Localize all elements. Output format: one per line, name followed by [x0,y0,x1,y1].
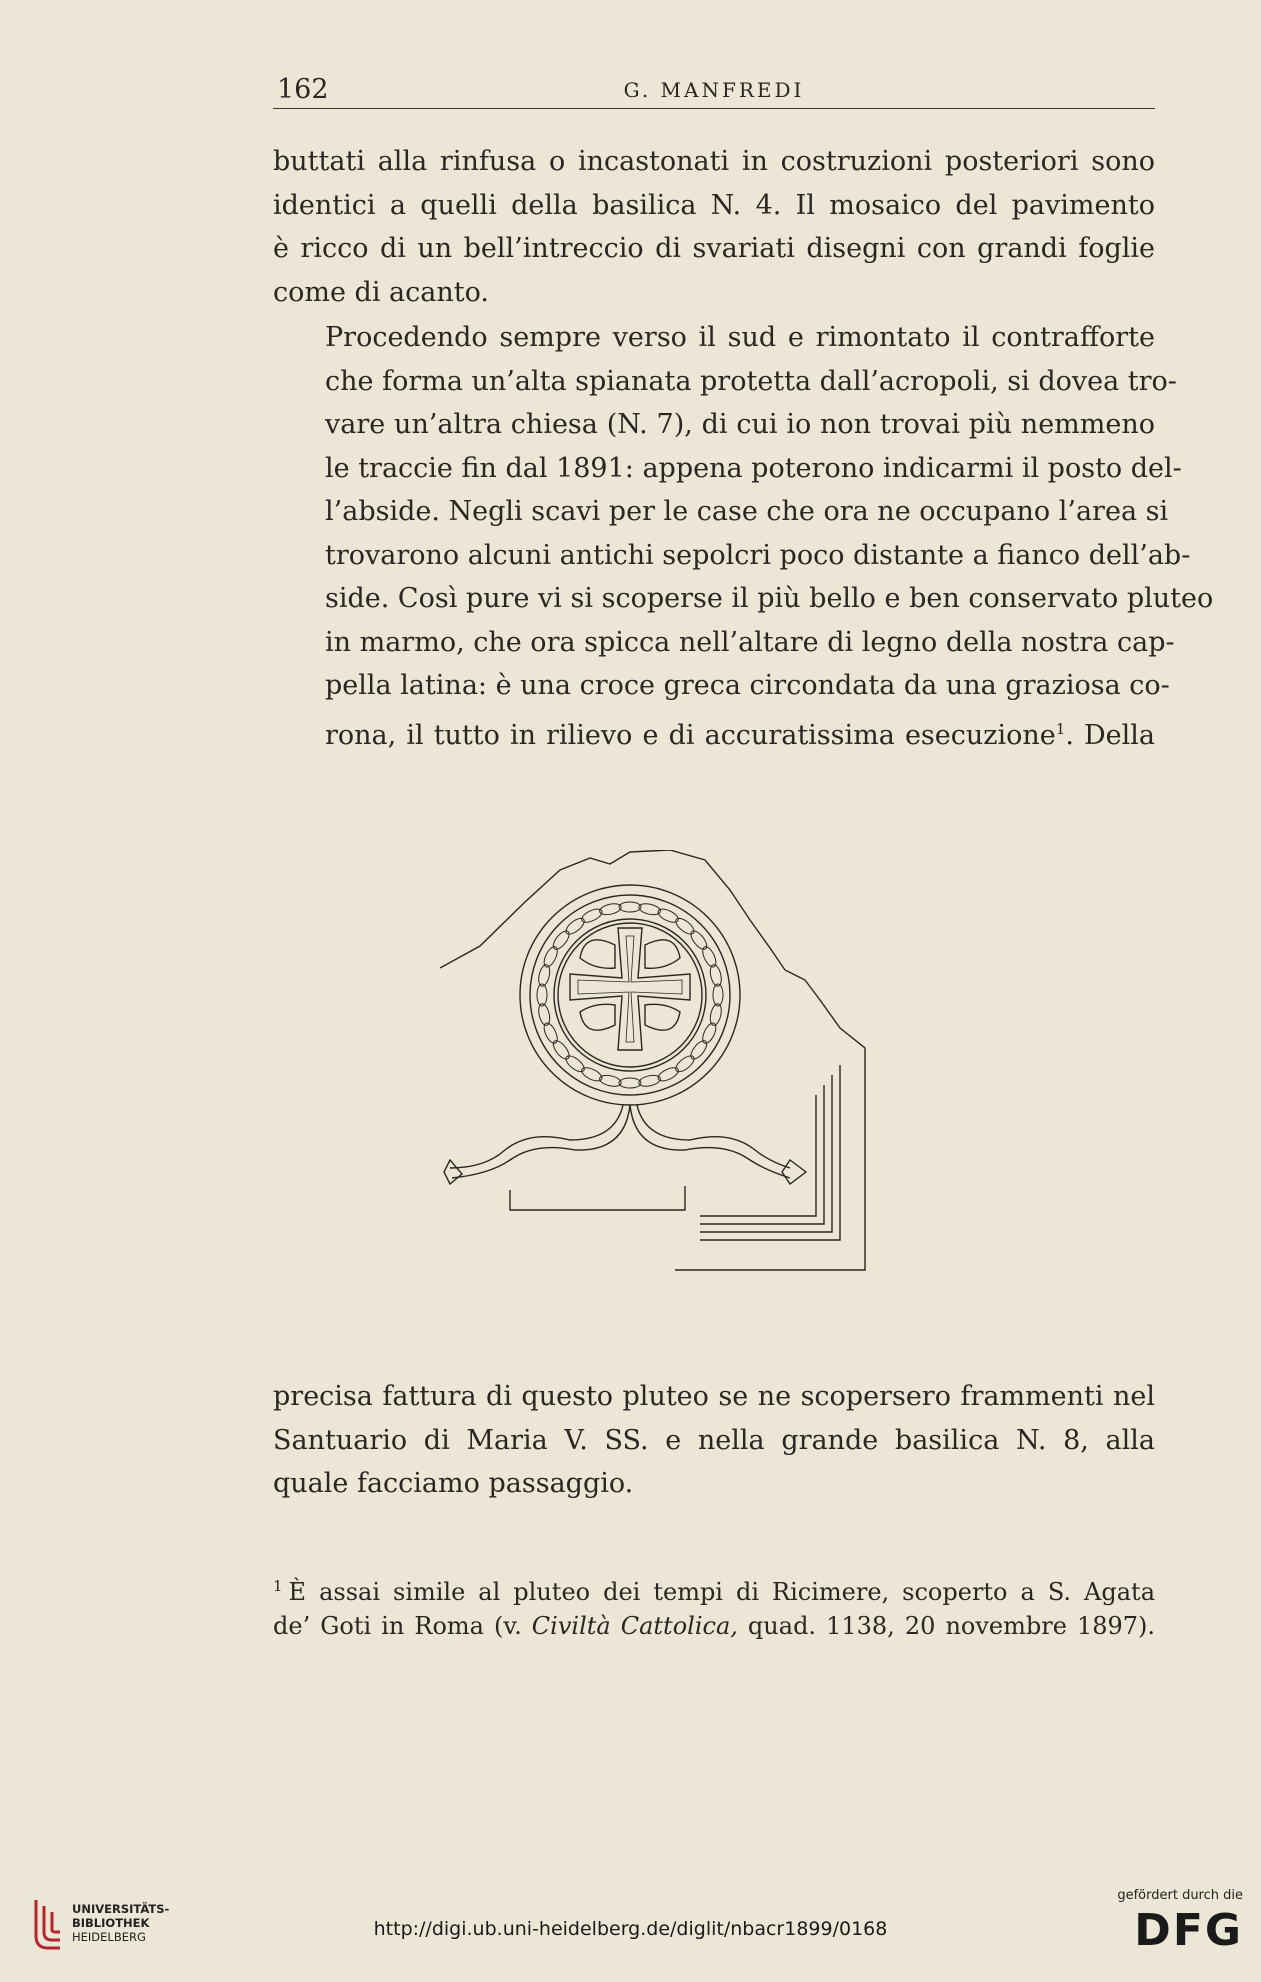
wreath-leaf [563,1053,586,1075]
body-text-upper [273,140,1214,757]
text-line: l’abside. Negli scavi per le case che ora ne occupano l’area si [325,496,1169,527]
footnote-reference[interactable]: 1 [1055,719,1066,738]
petal [580,940,615,969]
source-url-link[interactable]: http://digi.ub.uni-heidelberg.de/diglit/nbacr1899/0168 [373,1918,888,1940]
text-line: trovarono alcuni antichi sepolcri poco distante a fianco dell’ab- [325,539,1191,571]
ribbon-left [450,1105,623,1168]
text-line: buttati alla rinfusa o incastonati in costruzioni posteriori sono [273,146,1155,177]
footnote-text: de’ Goti in Roma (v. [273,1612,532,1640]
wreath-leaf [713,984,723,1006]
frame-lines [700,1065,840,1240]
wreath-leaf [638,1073,662,1088]
wreath-leaf [688,1038,710,1061]
library-name-line: HEIDELBERG [72,1930,146,1944]
petal [645,1004,680,1030]
text-line: che forma un’alta spianata protetta dall’acropoli, si dovea tro- [325,365,1177,397]
cross-inner [578,936,682,1042]
wreath-leaf [541,945,560,969]
ribbon-left-2 [452,1105,630,1178]
text-line: come di acanto. [273,276,489,308]
wreath-leaf [550,928,572,951]
wreath-mid [530,895,730,1095]
text-line: Santuario di Maria V. SS. e nella grande basilica N. 8, alla [273,1424,1155,1456]
medallion [558,923,702,1067]
wreath-leaf [619,1078,641,1088]
wreath-leaf [673,915,696,937]
text-line: side. Così pure vi si scoperse il più bello e ben conservato pluteo [325,583,1214,614]
footnote-line [273,1609,1155,1643]
wreath-leaf [599,1073,623,1088]
running-author: G. MANFREDI [623,78,805,102]
wreath-leaf [708,1003,723,1027]
text-fragment: rona, il tutto in rilievo e di accuratissima esecuzione [325,719,1056,751]
wreath-leaf [708,964,723,988]
footnote-line [273,1569,1155,1609]
paragraph-3 [273,1375,1155,1506]
footnote [273,1569,1155,1643]
wreath-leaf [537,964,552,988]
text-line: vare un’altra chiesa (N. 7), di cui io non trovai più nemmeno [325,409,1155,440]
body-text-lower [273,1375,1155,1506]
wreath-inner [554,919,706,1071]
running-head [273,72,1155,109]
wreath-leaf [550,1038,572,1061]
funding-text: gefördert durch die [1117,1888,1243,1903]
text-line: le traccie fin dal 1891: appena poterono indicarmi il posto del- [325,452,1182,484]
wreath-leaf [599,902,623,917]
wreath-leaf [656,906,680,925]
base-line [510,1186,685,1210]
footnote-mark: 1 [273,1577,283,1595]
wreath-leaves [537,902,723,1088]
dfg-logo-text: DFG [1134,1905,1243,1956]
wreath-leaf [700,1021,719,1045]
wreath-leaf [537,984,547,1006]
wreath-leaf [563,915,586,937]
wreath-leaf [688,928,710,951]
text-line: è ricco di un bell’intreccio di svariati disegni con grandi foglie [273,233,1155,264]
library-name-line: UNIVERSITÄTS- [72,1902,170,1916]
page-number: 162 [277,74,329,105]
greek-cross [570,928,690,1050]
text-line: quale facciamo passaggio. [273,1468,634,1499]
wreath-outer [520,885,740,1105]
text-line: precisa fattura di questo pluteo se ne scopersero frammenti nel [273,1381,1155,1412]
paragraph-2 [273,316,1214,757]
ribbon-right-2 [630,1105,790,1178]
wreath-leaf [673,1053,696,1075]
petal [645,940,680,969]
wreath-leaf [580,1065,604,1084]
paragraph-1 [273,140,1155,314]
slab-outline [440,850,865,1270]
text-line: identici a quelli della basilica N. 4. Il mosaico del pavimento [273,189,1155,221]
ribbon-right [637,1105,790,1168]
wreath-leaf [537,1003,552,1027]
text-fragment: . Della [1065,719,1155,751]
footnote-text: quad. 1138, 20 novembre 1897). [737,1612,1156,1640]
petal [580,1004,615,1030]
text-line: Procedendo sempre verso il sud e rimontato il contrafforte [325,322,1155,353]
text-line: in marmo, che ora spicca nell’altare di legno della nostra cap- [325,626,1175,658]
ribbon-end-right [782,1160,806,1184]
journal-title: Civiltà Cattolica, [531,1612,738,1640]
text-line [273,708,1155,758]
digitization-footer [0,1882,1261,1982]
dfg-logo[interactable] [1103,1888,1243,1959]
wreath-leaf [638,902,662,917]
library-name-line: BIBLIOTHEK [72,1916,150,1930]
wreath-leaf [619,902,641,912]
footnote-text: È assai simile al pluteo dei tempi di Ricimere, scoperto a S. Agata [288,1578,1155,1606]
text-line: pella latina: è una croce greca circondata da una graziosa co- [325,670,1170,701]
pluteo-illustration [440,850,940,1280]
ribbon-end-left [444,1160,462,1184]
